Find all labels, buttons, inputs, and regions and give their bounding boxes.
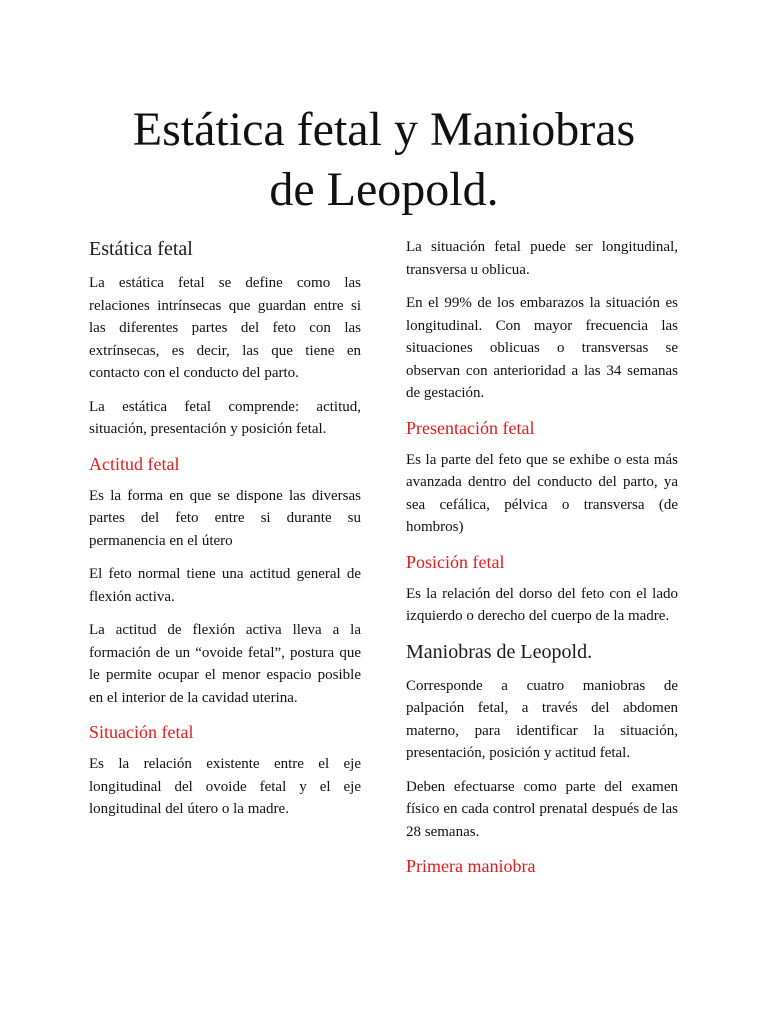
paragraph-situacion-porcentaje: En el 99% de los embarazos la situación es longitudinal. Con mayor frecuencia las situaciones oblicuas o transversas se observan con anterioridad a las 34 semanas de gestación. <box>406 295 678 401</box>
heading-actitud-fetal: Actitud fetal <box>89 453 180 474</box>
left-column <box>89 236 361 832</box>
paragraph-posicion-definicion: Es la relación del dorso del feto con el lado izquierdo o derecho del cuerpo de la madre. <box>406 585 678 624</box>
heading-estatica-fetal: Estática fetal <box>89 238 193 260</box>
paragraph-actitud-ovoide: La actitud de flexión activa lleva a la formación de un “ovoide fetal”, postura que le permite ocupar el menor espacio posible en el interior de la cavidad uterina. <box>89 622 361 706</box>
heading-presentacion-fetal: Presentación fetal <box>406 417 535 438</box>
document-title-line-1: Estática fetal y Maniobras <box>132 103 636 156</box>
right-column <box>406 236 678 887</box>
heading-maniobras-leopold: Maniobras de Leopold. <box>406 640 593 663</box>
heading-situacion-fetal: Situación fetal <box>89 722 194 742</box>
paragraph-estatica-comprende: La estática fetal comprende: actitud, situación, presentación y posición fetal. <box>89 398 361 437</box>
paragraph-maniobras-efectuarse: Deben efectuarse como parte del examen físico en cada control prenatal después de las 28 semanas. <box>406 778 678 840</box>
paragraph-estatica-definicion: La estática fetal se define como las relaciones intrínsecas que guardan entre si las diferentes partes del feto con las extrínsecas, es decir, las que tiene en contacto con el conducto del parto. <box>89 275 361 381</box>
paragraph-presentacion-definicion: Es la parte del feto que se exhibe o esta más avanzada dentro del conducto del parto, ya sea cefálica, pélvica o transversa (de hombros) <box>406 451 678 535</box>
paragraph-actitud-normal: El feto normal tiene una actitud general de flexión activa. <box>89 566 361 605</box>
paragraph-situacion-definicion: Es la relación existente entre el eje longitudinal del ovoide fetal y el eje longitudinal del útero o la madre. <box>89 756 361 817</box>
heading-posicion-fetal: Posición fetal <box>406 551 505 572</box>
paragraph-maniobras-corresponde: Corresponde a cuatro maniobras de palpación fetal, a través del abdomen materno, para identificar la situación, presentación, posición y actitud fetal. <box>406 677 678 761</box>
document-title <box>0 100 768 220</box>
paragraph-situacion-tipos: La situación fetal puede ser longitudinal, transversa u oblicua. <box>406 239 678 278</box>
document-title-line-2: de Leopold. <box>269 163 499 216</box>
heading-primera-maniobra: Primera maniobra <box>406 856 536 876</box>
paragraph-actitud-forma: Es la forma en que se dispone las diversas partes del feto entre si durante su permanencia en el útero <box>89 487 361 549</box>
